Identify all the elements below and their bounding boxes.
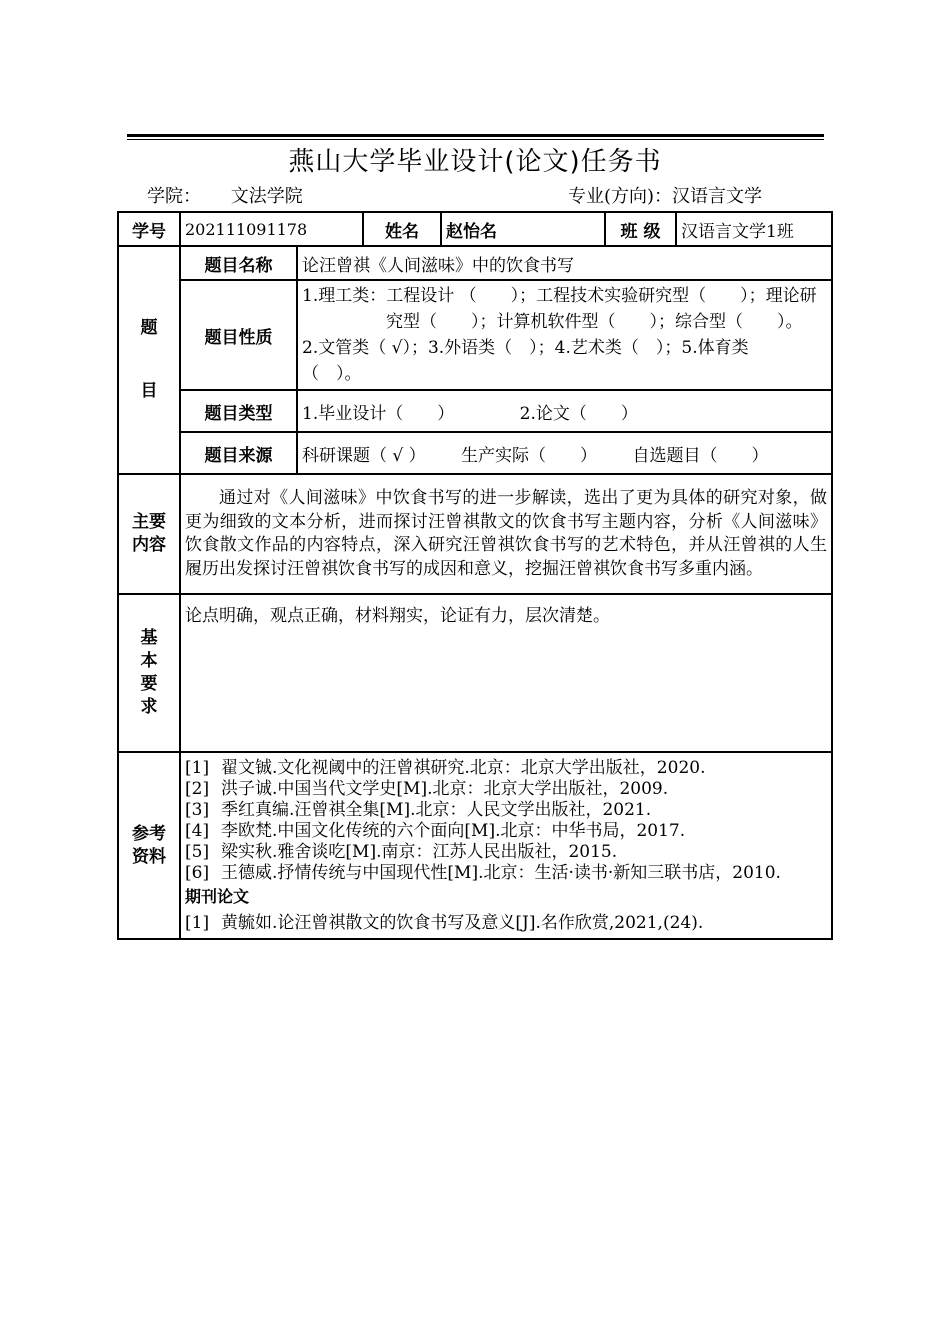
topic-type-value bbox=[297, 390, 832, 432]
topic-name-label: 题目名称 bbox=[180, 246, 297, 280]
main-content-text: 通过对《人间滋味》中饮食书写的进一步解读，选出了更为具体的研究对象，做更为细致的文本分析，进而探讨汪曾祺散文的饮食书写主题内容，分析《人间滋味》饮食散文作品的内容特点，深入研究汪曾祺饮食书写的艺术特色，并从汪曾祺的人生履历出发探讨汪曾祺饮食书写的成因和意义，挖掘汪曾祺饮食书写多重内涵。 bbox=[180, 474, 832, 594]
topic-source-row bbox=[118, 432, 832, 474]
reference-item: [2] 洪子诚.中国当代文学史[M].北京：北京大学出版社，2009. bbox=[185, 778, 669, 799]
topic-name-row bbox=[118, 246, 832, 280]
student-name-value: 赵怡名 bbox=[441, 212, 605, 246]
journal-item: [1] 黄毓如.论汪曾祺散文的饮食书写及意义[J].名作欣赏,2021,(24). bbox=[185, 912, 704, 933]
college-value: 文法学院 bbox=[230, 186, 303, 207]
requirements-text: 论点明确，观点正确，材料翔实，论证有力，层次清楚。 bbox=[180, 594, 832, 752]
requirements-char-4: 求 bbox=[140, 697, 158, 717]
requirements-label bbox=[118, 594, 180, 752]
main-content-label bbox=[118, 474, 180, 594]
topic-section-char-1: 题 bbox=[140, 318, 158, 338]
document-title: 燕山大学毕业设计(论文)任务书 bbox=[288, 147, 662, 177]
college-label: 学院： bbox=[147, 186, 201, 207]
topic-section-char-2: 目 bbox=[140, 381, 158, 401]
topic-nature-row bbox=[118, 280, 832, 390]
top-rule-thick bbox=[127, 134, 824, 137]
reference-item: [5] 梁实秋.雅舍谈吃[M].南京：江苏人民出版社，2015. bbox=[185, 841, 618, 862]
major-label: 专业(方向)： bbox=[568, 186, 673, 207]
topic-type-row bbox=[118, 390, 832, 432]
reference-item: [4] 李欧梵.中国文化传统的六个面向[M].北京：中华书局，2017. bbox=[185, 820, 686, 841]
source-option-self: 自选题目（ ） bbox=[632, 445, 769, 466]
requirements-char-1: 基 bbox=[140, 628, 158, 648]
class-label: 班 级 bbox=[605, 212, 676, 246]
references-label-2: 资料 bbox=[132, 846, 166, 867]
main-content-label-2: 内容 bbox=[132, 535, 166, 555]
nature-line-2: 究型（ ）；计算机软件型（ ）；综合型（ ）。 bbox=[386, 312, 803, 332]
student-id-value: 202111091178 bbox=[180, 212, 363, 246]
reference-item: [1] 翟文铖.文化视阈中的汪曾祺研究.北京：北京大学出版社，2020. bbox=[185, 757, 706, 778]
source-option-production: 生产实际（ ） bbox=[461, 445, 598, 466]
references-label-1: 参考 bbox=[132, 823, 166, 844]
student-info-row bbox=[118, 212, 832, 246]
task-form-table bbox=[117, 211, 833, 940]
topic-nature-label: 题目性质 bbox=[180, 280, 297, 390]
reference-item: [6] 王德威.抒情传统与中国现代性[M].北京：生活·读书·新知三联书店，2010. bbox=[185, 862, 781, 883]
student-name-label: 姓名 bbox=[363, 212, 441, 246]
type-option-design: 1.毕业设计（ ） bbox=[302, 403, 455, 424]
topic-section-label bbox=[118, 246, 180, 474]
major-value: 汉语言文学 bbox=[672, 186, 763, 207]
nature-line-4: （ ）。 bbox=[302, 364, 362, 384]
major-field bbox=[568, 182, 768, 208]
references-row bbox=[118, 752, 832, 939]
requirements-row bbox=[118, 594, 832, 752]
reference-item: [3] 季红真编.汪曾祺全集[M].北京：人民文学出版社，2021. bbox=[185, 799, 652, 820]
requirements-char-3: 要 bbox=[140, 674, 158, 694]
journal-heading: 期刊论文 bbox=[185, 886, 250, 906]
main-content-label-1: 主要 bbox=[132, 512, 166, 532]
source-option-research: 科研课题（ √ ） bbox=[302, 445, 426, 466]
college-field bbox=[147, 182, 309, 208]
topic-source-value bbox=[297, 432, 832, 474]
requirements-char-2: 本 bbox=[140, 651, 158, 671]
class-value: 汉语言文学1班 bbox=[676, 212, 832, 246]
nature-line-1: 1.理工类：工程设计 （ ）；工程技术实验研究型（ ）；理论研 bbox=[302, 286, 817, 306]
topic-type-label: 题目类型 bbox=[180, 390, 297, 432]
topic-nature-value bbox=[297, 280, 832, 390]
main-content-row bbox=[118, 474, 832, 594]
top-rule-thin bbox=[127, 139, 824, 140]
references-label bbox=[118, 752, 180, 939]
type-option-thesis: 2.论文（ ） bbox=[519, 403, 638, 424]
nature-line-3: 2.文管类（ √）；3.外语类（ ）；4.艺术类（ ）；5.体育类 bbox=[302, 338, 749, 358]
topic-source-label: 题目来源 bbox=[180, 432, 297, 474]
student-id-label: 学号 bbox=[118, 212, 180, 246]
topic-name-value: 论汪曾祺《人间滋味》中的饮食书写 bbox=[297, 246, 832, 280]
references-list bbox=[180, 752, 832, 939]
